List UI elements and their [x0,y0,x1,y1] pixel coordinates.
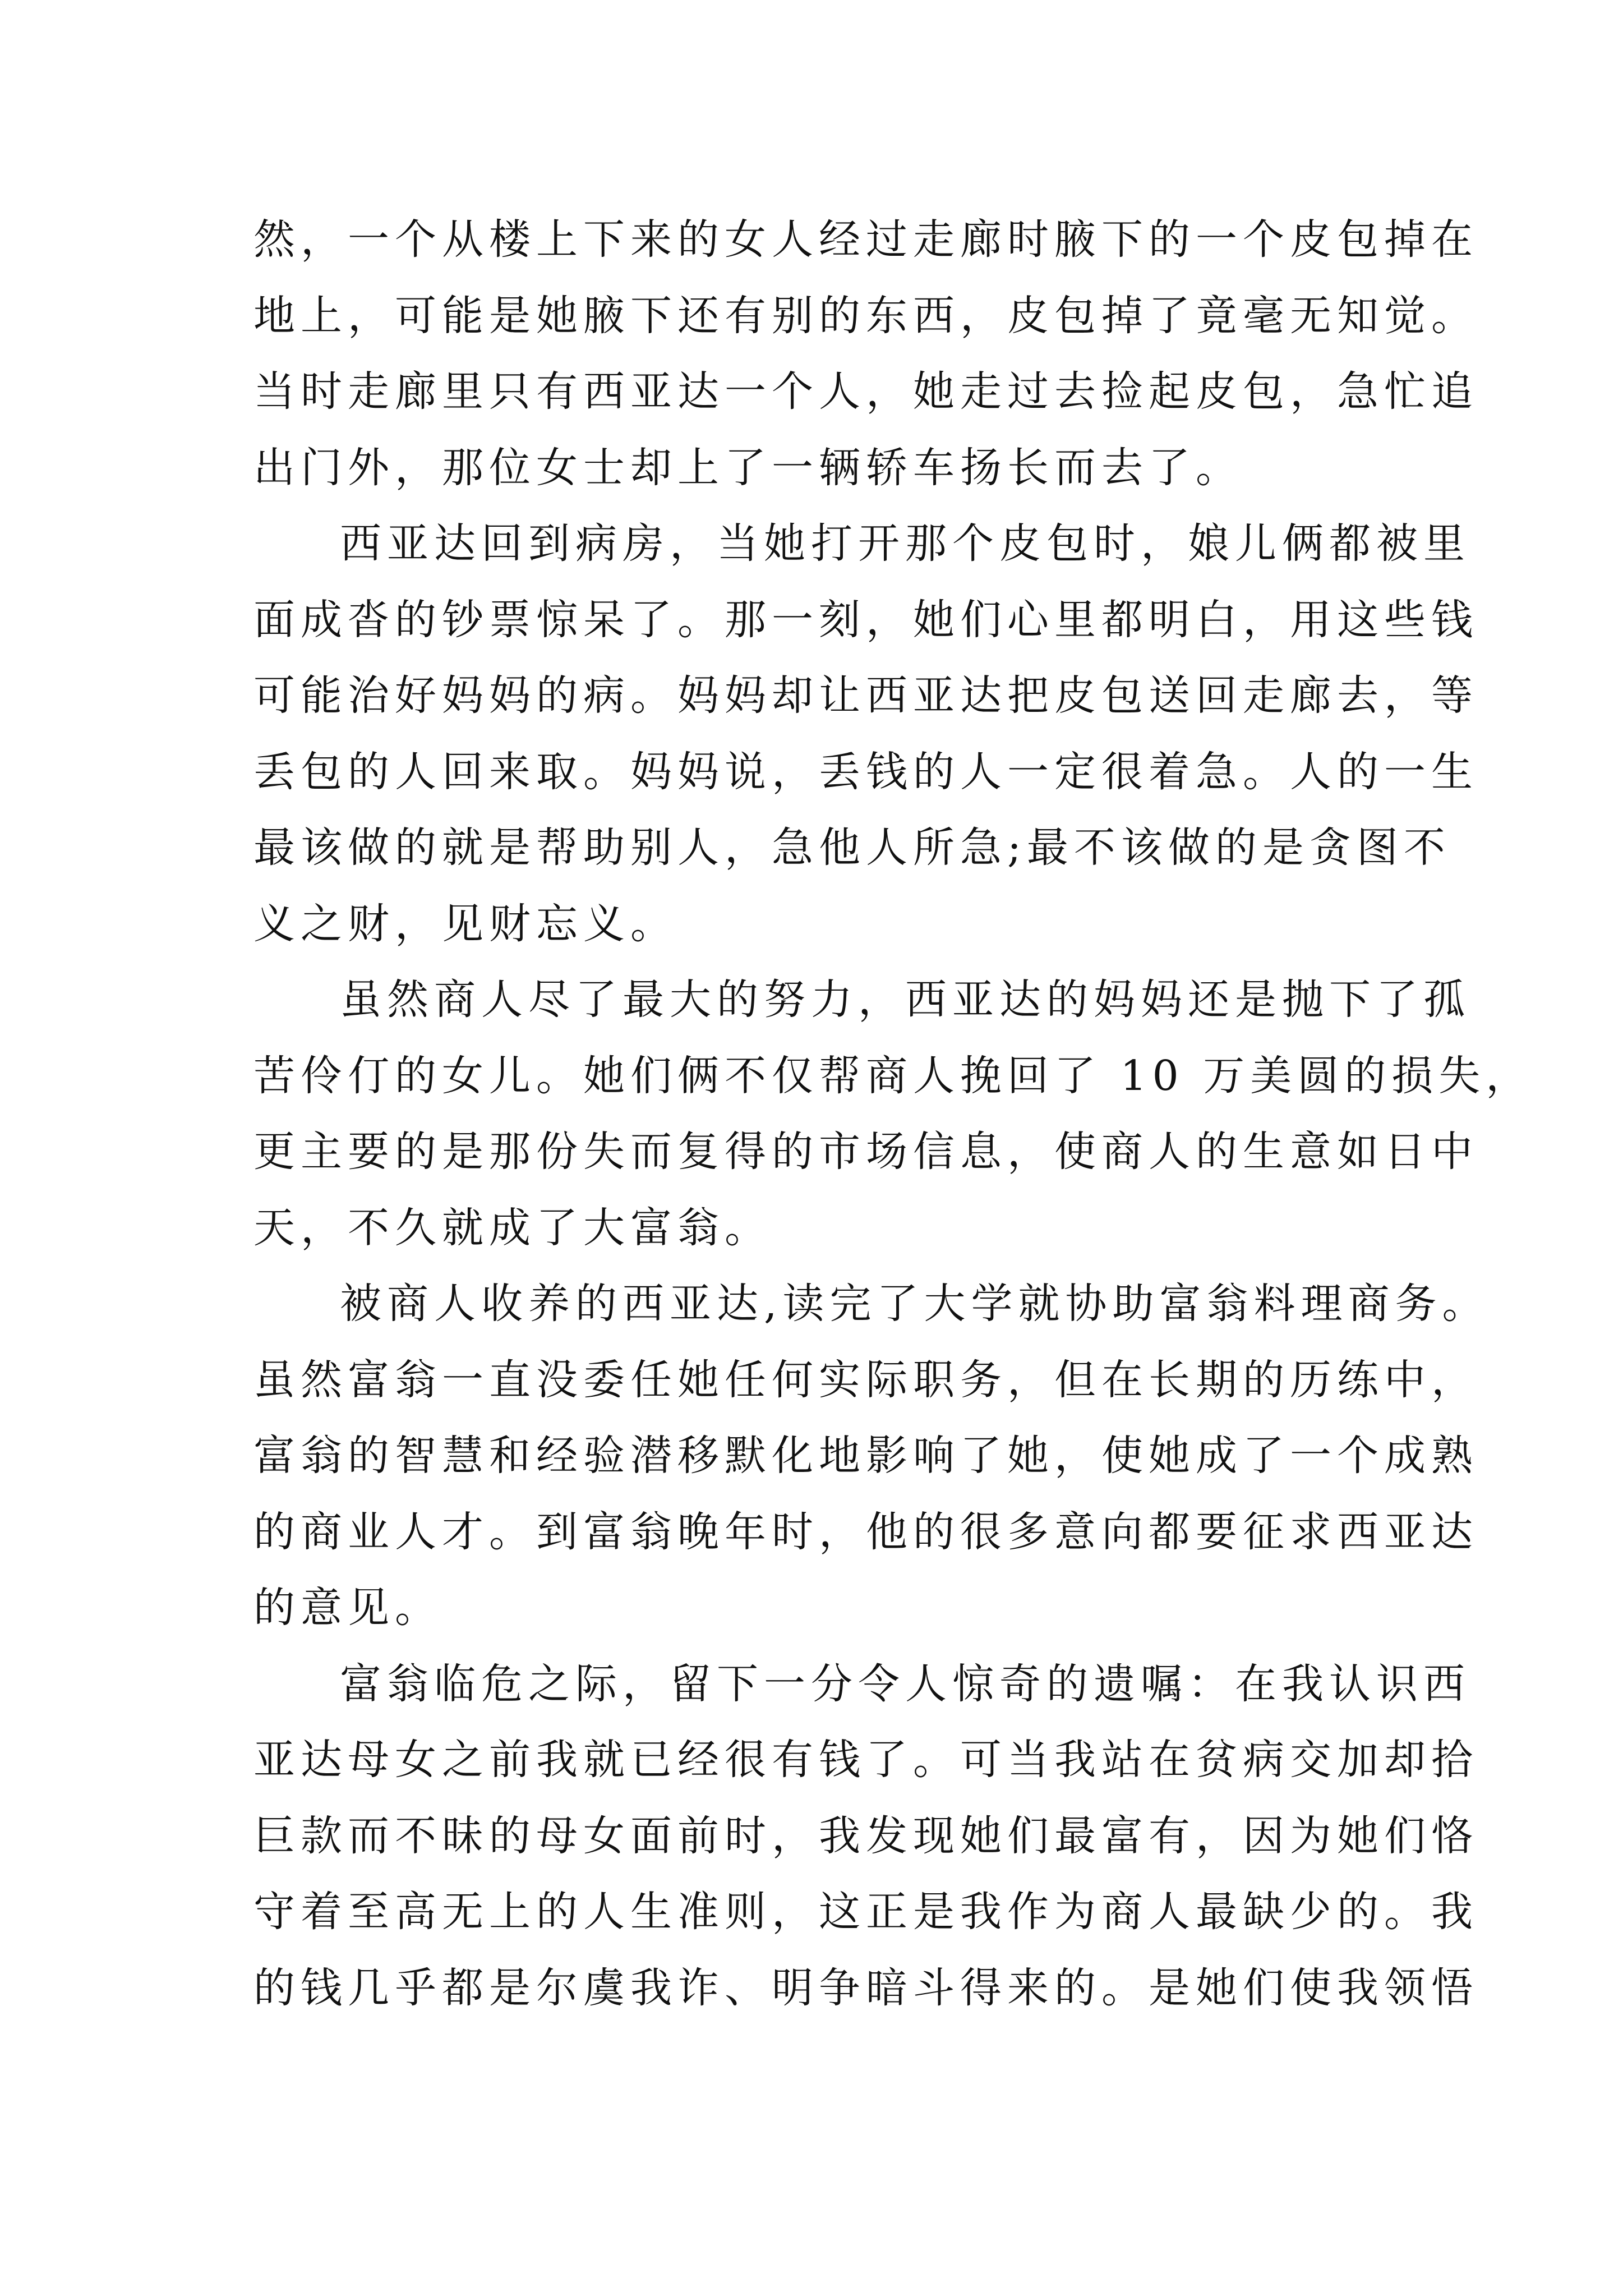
document-body [253,202,1533,2026]
text-line: 富翁的智慧和经验潜移默化地影响了她，使她成了一个成熟 [253,1432,1478,1480]
text-line: 被商人收养的西亚达,读完了大学就协助富翁料理商务。 [340,1280,1490,1328]
text-line: 的钱几乎都是尔虞我诈、明争暗斗得来的。是她们使我领悟 [253,1963,1478,2012]
text-line: 巨款而不昧的母女面前时，我发现她们最富有，因为她们恪 [253,1811,1478,1860]
text-line: 苦伶仃的女儿。她们俩不仅帮商人挽回了 10 万美圆的损失， [253,1051,1533,1100]
text-line: 的意见。 [253,1584,442,1632]
text-line: 地上，可能是她腋下还有别的东西，皮包掉了竟毫无知觉。 [253,291,1478,340]
text-line: 可能治好妈妈的病。妈妈却让西亚达把皮包送回走廊去，等 [253,671,1478,720]
text-line: 更主要的是那份失而复得的市场信息，使商人的生意如日中 [253,1128,1478,1176]
text-line: 当时走廊里只有西亚达一个人，她走过去捡起皮包，急忙追 [253,367,1478,416]
text-line: 面成沓的钞票惊呆了。那一刻，她们心里都明白，用这些钱 [253,595,1478,644]
text-line: 西亚达回到病房，当她打开那个皮包时，娘儿俩都被里 [340,519,1470,568]
text-line: 出门外，那位女士却上了一辆轿车扬长而去了。 [253,443,1243,492]
text-line: 虽然商人尽了最大的努力，西亚达的妈妈还是抛下了孤 [340,976,1470,1024]
text-line: 守着至高无上的人生准则，这正是我作为商人最缺少的。我 [253,1888,1478,1936]
paragraph-5 [253,1646,1478,2027]
text-line: 亚达母女之前我就已经很有钱了。可当我站在贫病交加却拾 [253,1736,1478,1784]
text-line: 富翁临危之际，留下一分令人惊奇的遗嘱：在我认识西 [340,1659,1470,1708]
paragraph-1 [253,202,1478,506]
text-line: 虽然富翁一直没委任她任何实际职务，但在长期的历练中， [253,1355,1478,1404]
text-line: 义之财，见财忘义。 [253,899,677,948]
text-line: 天，不久就成了大富翁。 [253,1203,772,1252]
text-line: 的商业人才。到富翁晚年时，他的很多意向都要征求西亚达 [253,1507,1478,1556]
text-line: 然，一个从楼上下来的女人经过走廊时腋下的一个皮包掉在 [253,215,1478,264]
paragraph-2 [253,506,1478,962]
paragraph-4 [253,1266,1490,1646]
text-line: 丢包的人回来取。妈妈说，丢钱的人一定很着急。人的一生 [253,747,1478,796]
text-line: 最该做的就是帮助别人，急他人所急;最不该做的是贪图不 [253,823,1451,872]
paragraph-3 [253,962,1533,1266]
